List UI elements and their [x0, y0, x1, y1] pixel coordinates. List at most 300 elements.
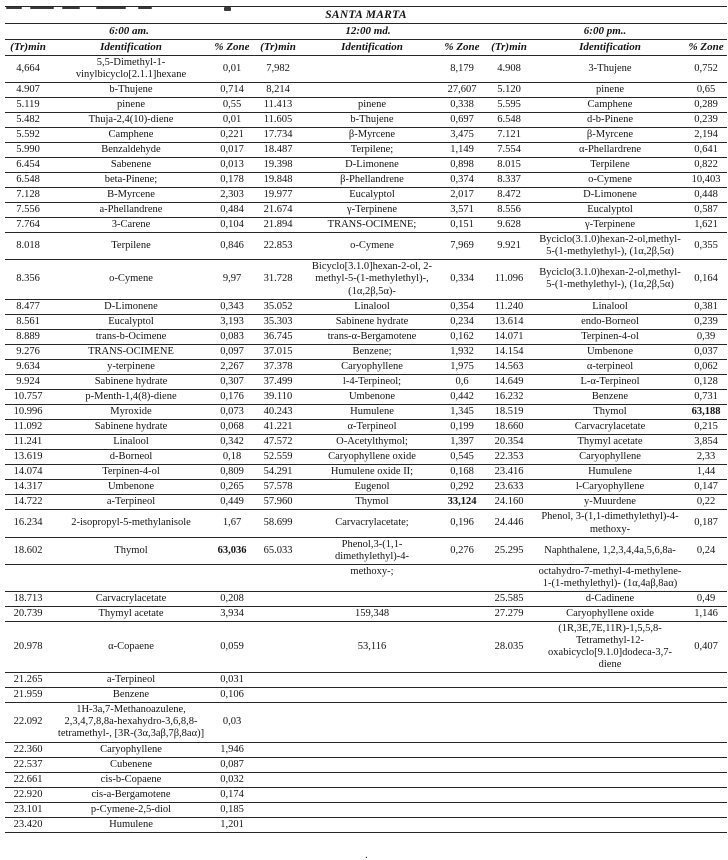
tr-min-cell: 10.757: [5, 389, 51, 404]
tr-min-cell: 22.092: [5, 703, 51, 742]
identification-cell: a-Terpineol: [51, 495, 211, 510]
tr-min-cell: 7.128: [5, 188, 51, 203]
tr-min-cell: [253, 757, 303, 772]
zone-cell: [685, 802, 727, 817]
tr-min-cell: 27.279: [483, 606, 535, 621]
tr-min-cell: 14.722: [5, 495, 51, 510]
tr-min-cell: 8.556: [483, 203, 535, 218]
identification-cell: [51, 564, 211, 591]
tr-min-cell: 57.578: [253, 480, 303, 495]
identification-cell: Thymol: [535, 405, 685, 420]
tr-min-cell: 19.848: [253, 173, 303, 188]
table-row: [5, 537, 727, 564]
tr-min-cell: 7.121: [483, 127, 535, 142]
tr-min-cell: 35.303: [253, 314, 303, 329]
identification-cell: L-α-Terpineol: [535, 374, 685, 389]
identification-cell: beta-Pinene;: [51, 173, 211, 188]
tr-min-cell: 25.295: [483, 537, 535, 564]
tr-min-cell: 22.853: [253, 233, 303, 260]
table-row: [5, 127, 727, 142]
tr-min-cell: 14.154: [483, 344, 535, 359]
zone-cell: 0,355: [685, 233, 727, 260]
zone-cell: 0,215: [685, 420, 727, 435]
zone-cell: [441, 621, 483, 672]
zone-cell: 1,44: [685, 465, 727, 480]
identification-cell: Humulene: [303, 405, 441, 420]
zone-cell: [685, 703, 727, 742]
zone-cell: 0,208: [211, 591, 253, 606]
tr-min-cell: 52.559: [253, 450, 303, 465]
table-row: [5, 188, 727, 203]
col-header-tr-min: (Tr)min: [5, 39, 51, 55]
identification-cell: Cubenene: [51, 757, 211, 772]
zone-cell: 1,975: [441, 359, 483, 374]
zone-cell: 0,338: [441, 97, 483, 112]
tr-min-cell: 18.660: [483, 420, 535, 435]
identification-cell: Eucalyptol: [303, 188, 441, 203]
zone-cell: [685, 564, 727, 591]
zone-cell: 0,381: [685, 299, 727, 314]
table-row: [5, 173, 727, 188]
tr-min-cell: 4,664: [5, 55, 51, 82]
tr-min-cell: 19.398: [253, 157, 303, 172]
zone-cell: 0,697: [441, 112, 483, 127]
identification-cell: Linalool: [535, 299, 685, 314]
identification-cell: Carvacrylacetate;: [303, 510, 441, 537]
zone-cell: 0,017: [211, 142, 253, 157]
identification-cell: l-Caryophyllene: [535, 480, 685, 495]
col-header-zone: % Zone: [211, 39, 253, 55]
zone-cell: 0,199: [441, 420, 483, 435]
zone-cell: 0,292: [441, 480, 483, 495]
tr-min-cell: 21.959: [5, 688, 51, 703]
tr-min-cell: 9.634: [5, 359, 51, 374]
identification-cell: Humulene: [51, 817, 211, 832]
zone-cell: 0,168: [441, 465, 483, 480]
tr-min-cell: 9.628: [483, 218, 535, 233]
col-header-identification: Identification: [51, 39, 211, 55]
text-fragment: [138, 7, 152, 9]
zone-cell: 0,587: [685, 203, 727, 218]
tr-min-cell: 7.556: [5, 203, 51, 218]
identification-cell: D-Limonene: [51, 299, 211, 314]
tr-min-cell: 65.033: [253, 537, 303, 564]
identification-cell: Sabinene hydrate: [303, 314, 441, 329]
tr-min-cell: 22.920: [5, 787, 51, 802]
identification-cell: cis-b-Copaene: [51, 772, 211, 787]
table-row: [5, 203, 727, 218]
identification-cell: [303, 591, 441, 606]
zone-cell: 0,013: [211, 157, 253, 172]
zone-cell: 0,176: [211, 389, 253, 404]
table-row: [5, 591, 727, 606]
zone-cell: 0,714: [211, 82, 253, 97]
zone-cell: 0,104: [211, 218, 253, 233]
table-row: [5, 218, 727, 233]
tr-min-cell: 17.734: [253, 127, 303, 142]
tr-min-cell: 9.924: [5, 374, 51, 389]
table-row: [5, 606, 727, 621]
identification-cell: a-Terpineol: [51, 673, 211, 688]
identification-cell: Eucalyptol: [535, 203, 685, 218]
identification-cell: [303, 772, 441, 787]
identification-cell: γ-Terpinene: [535, 218, 685, 233]
identification-cell: B-Myrcene: [51, 188, 211, 203]
zone-cell: 63,036: [211, 537, 253, 564]
tr-min-cell: 9.276: [5, 344, 51, 359]
identification-cell: y-Muurdene: [535, 495, 685, 510]
identification-cell: Umbenone: [535, 344, 685, 359]
text-fragment: [6, 7, 22, 9]
identification-cell: [535, 688, 685, 703]
identification-cell: Terpilene: [51, 233, 211, 260]
clipped-text-remnant: [0, 6, 728, 11]
zone-cell: 0,174: [211, 787, 253, 802]
identification-cell: Sabinene hydrate: [51, 420, 211, 435]
tr-min-cell: 24.446: [483, 510, 535, 537]
identification-cell: Camphene: [51, 127, 211, 142]
zone-cell: 1,67: [211, 510, 253, 537]
table-row: [5, 157, 727, 172]
zone-cell: 0,641: [685, 142, 727, 157]
table-row: [5, 374, 727, 389]
identification-cell: Bicyclo[3.1.0]hexan-2-ol, 2-methyl-5-(1-methylethyl)-, (1α,2β,5α)-: [303, 260, 441, 299]
zone-cell: [441, 606, 483, 621]
table-row: [5, 389, 727, 404]
table-row: [5, 510, 727, 537]
identification-cell: β-Phellandrene: [303, 173, 441, 188]
tr-min-cell: 41.221: [253, 420, 303, 435]
tr-min-cell: 8.018: [5, 233, 51, 260]
zone-cell: 1,345: [441, 405, 483, 420]
identification-cell: [303, 82, 441, 97]
zone-cell: 9,97: [211, 260, 253, 299]
tr-min-cell: 20.354: [483, 435, 535, 450]
zone-cell: 0,178: [211, 173, 253, 188]
tr-min-cell: 21.265: [5, 673, 51, 688]
identification-cell: trans-α-Bergamotene: [303, 329, 441, 344]
table-row: [5, 82, 727, 97]
identification-cell: Benzene: [535, 389, 685, 404]
zone-cell: 1,149: [441, 142, 483, 157]
identification-cell: [303, 688, 441, 703]
tr-min-cell: [253, 688, 303, 703]
identification-cell: β-Myrcene: [535, 127, 685, 142]
tr-min-cell: [483, 688, 535, 703]
zone-cell: 0,01: [211, 112, 253, 127]
zone-cell: 3,854: [685, 435, 727, 450]
identification-cell: p-Menth-1,4(8)-diene: [51, 389, 211, 404]
tr-min-cell: 5.595: [483, 97, 535, 112]
zone-cell: 1,621: [685, 218, 727, 233]
zone-cell: 2,303: [211, 188, 253, 203]
identification-cell: Byciclo(3.1.0)hexan-2-ol,methyl-5-(1-methylethyl-), (1α,2β,5α): [535, 260, 685, 299]
tr-min-cell: 11.605: [253, 112, 303, 127]
zone-cell: 0,354: [441, 299, 483, 314]
text-fragment: [62, 7, 80, 9]
tr-min-cell: 22.661: [5, 772, 51, 787]
time-header-12md: 12:00 md.: [253, 24, 483, 40]
identification-cell: endo-Borneol: [535, 314, 685, 329]
zone-cell: 0,087: [211, 757, 253, 772]
tr-min-cell: 14.563: [483, 359, 535, 374]
zone-cell: 0,307: [211, 374, 253, 389]
time-header-6am: 6:00 am.: [5, 24, 253, 40]
identification-cell: o-Cymene: [535, 173, 685, 188]
table-row: [5, 344, 727, 359]
identification-cell: Caryophyllene: [51, 742, 211, 757]
tr-min-cell: 47.572: [253, 435, 303, 450]
zone-cell: 2,017: [441, 188, 483, 203]
table-row: [5, 772, 727, 787]
zone-cell: 0,068: [211, 420, 253, 435]
stray-dot: .: [365, 849, 368, 860]
identification-cell: trans-b-Ocimene: [51, 329, 211, 344]
tr-min-cell: 14.074: [5, 465, 51, 480]
tr-min-cell: 58.699: [253, 510, 303, 537]
tr-min-cell: [253, 742, 303, 757]
tr-min-cell: 11.240: [483, 299, 535, 314]
tr-min-cell: [253, 606, 303, 621]
tr-min-cell: 37.015: [253, 344, 303, 359]
tr-min-cell: 16.232: [483, 389, 535, 404]
tr-min-cell: 14.071: [483, 329, 535, 344]
tr-min-cell: 11.241: [5, 435, 51, 450]
identification-cell: d-Borneol: [51, 450, 211, 465]
tr-min-cell: 8.015: [483, 157, 535, 172]
table-row: [5, 314, 727, 329]
identification-cell: [535, 772, 685, 787]
identification-cell: Umbenone: [303, 389, 441, 404]
tr-min-cell: 9.921: [483, 233, 535, 260]
zone-cell: 0,448: [685, 188, 727, 203]
zone-cell: [441, 787, 483, 802]
zone-cell: 0,343: [211, 299, 253, 314]
identification-cell: TRANS-OCIMENE;: [303, 218, 441, 233]
identification-cell: p-Cymene-2,5-diol: [51, 802, 211, 817]
identification-cell: Sabinene hydrate: [51, 374, 211, 389]
zone-cell: 0,03: [211, 703, 253, 742]
zone-cell: 0,809: [211, 465, 253, 480]
table-row: [5, 233, 727, 260]
tr-min-cell: [253, 621, 303, 672]
tr-min-cell: [483, 564, 535, 591]
table-row: [5, 742, 727, 757]
zone-cell: 27,607: [441, 82, 483, 97]
zone-cell: [441, 688, 483, 703]
identification-cell: 2-isopropyl-5-methylanisole: [51, 510, 211, 537]
identification-cell: Benzaldehyde: [51, 142, 211, 157]
identification-cell: Terpinen-4-ol: [51, 465, 211, 480]
zone-cell: [441, 817, 483, 832]
identification-cell: γ-Terpinene: [303, 203, 441, 218]
zone-cell: 0,032: [211, 772, 253, 787]
table-row: [5, 673, 727, 688]
zone-cell: 33,124: [441, 495, 483, 510]
tr-min-cell: 31.728: [253, 260, 303, 299]
table-row: [5, 495, 727, 510]
identification-cell: Caryophyllene: [303, 359, 441, 374]
zone-cell: 0,164: [685, 260, 727, 299]
tr-min-cell: [253, 772, 303, 787]
tr-min-cell: 36.745: [253, 329, 303, 344]
identification-cell: pinene: [535, 82, 685, 97]
zone-cell: 1,946: [211, 742, 253, 757]
zone-cell: [441, 742, 483, 757]
zone-cell: 0,037: [685, 344, 727, 359]
identification-cell: [303, 787, 441, 802]
zone-cell: 0,073: [211, 405, 253, 420]
tr-min-cell: [253, 817, 303, 832]
identification-cell: Phenol, 3-(1,1-dimethylethyl)-4-methoxy-: [535, 510, 685, 537]
tr-min-cell: [253, 787, 303, 802]
identification-cell: Eugenol: [303, 480, 441, 495]
zone-cell: 0,342: [211, 435, 253, 450]
zone-cell: [441, 703, 483, 742]
zone-cell: 8,179: [441, 55, 483, 82]
identification-cell: Humulene oxide II;: [303, 465, 441, 480]
zone-cell: 0,151: [441, 218, 483, 233]
tr-min-cell: 20.739: [5, 606, 51, 621]
zone-cell: [685, 757, 727, 772]
zone-cell: 0,031: [211, 673, 253, 688]
table-row: [5, 260, 727, 299]
col-header-tr-min: (Tr)min: [253, 39, 303, 55]
identification-cell: α-Phellardrene: [535, 142, 685, 157]
col-header-zone: % Zone: [685, 39, 727, 55]
tr-min-cell: 16.234: [5, 510, 51, 537]
zone-cell: 1,146: [685, 606, 727, 621]
identification-cell: a-Phellandrene: [51, 203, 211, 218]
identification-cell: α-Copaene: [51, 621, 211, 672]
zone-cell: 0,187: [685, 510, 727, 537]
tr-min-cell: 37.499: [253, 374, 303, 389]
tr-min-cell: 18.519: [483, 405, 535, 420]
text-fragment: [96, 7, 126, 9]
column-header-row: [5, 39, 727, 55]
tr-min-cell: 21.674: [253, 203, 303, 218]
identification-cell: Caryophyllene oxide: [303, 450, 441, 465]
identification-cell: pinene: [51, 97, 211, 112]
identification-cell: α-terpineol: [535, 359, 685, 374]
identification-cell: o-Cymene: [51, 260, 211, 299]
identification-cell: [535, 742, 685, 757]
table-row: [5, 480, 727, 495]
identification-cell: o-Cymene: [303, 233, 441, 260]
zone-cell: [441, 591, 483, 606]
zone-cell: 0,752: [685, 55, 727, 82]
tr-min-cell: 18.602: [5, 537, 51, 564]
tr-min-cell: 40.243: [253, 405, 303, 420]
zone-cell: 2,267: [211, 359, 253, 374]
tr-min-cell: [483, 772, 535, 787]
table-row: [5, 420, 727, 435]
zone-cell: 0,276: [441, 537, 483, 564]
tr-min-cell: 7.554: [483, 142, 535, 157]
tr-min-cell: 25.585: [483, 591, 535, 606]
zone-cell: [685, 772, 727, 787]
zone-cell: [685, 787, 727, 802]
table-row: [5, 688, 727, 703]
table-row: [5, 435, 727, 450]
col-header-tr-min: (Tr)min: [483, 39, 535, 55]
tr-min-cell: 23.101: [5, 802, 51, 817]
tr-min-cell: 57.960: [253, 495, 303, 510]
zone-cell: 0,128: [685, 374, 727, 389]
zone-cell: 0,239: [685, 314, 727, 329]
tr-min-cell: 5.482: [5, 112, 51, 127]
identification-cell: methoxy-;: [303, 564, 441, 591]
zone-cell: 0,162: [441, 329, 483, 344]
zone-cell: [685, 817, 727, 832]
zone-cell: 10,403: [685, 173, 727, 188]
zone-cell: 0,083: [211, 329, 253, 344]
zone-cell: [441, 772, 483, 787]
identification-cell: octahydro-7-methyl-4-methylene-1-(1-methylethyl)- (1α,4aβ,8aα): [535, 564, 685, 591]
table-row: [5, 112, 727, 127]
identification-cell: [535, 673, 685, 688]
identification-cell: Caryophyllene oxide: [535, 606, 685, 621]
zone-cell: [441, 757, 483, 772]
tr-min-cell: 11.092: [5, 420, 51, 435]
table-row: [5, 359, 727, 374]
identification-cell: [303, 55, 441, 82]
identification-cell: Humulene: [535, 465, 685, 480]
identification-cell: [535, 787, 685, 802]
identification-cell: Caryophyllene: [535, 450, 685, 465]
tr-min-cell: 23.416: [483, 465, 535, 480]
tr-min-cell: 5.592: [5, 127, 51, 142]
identification-cell: [303, 757, 441, 772]
tr-min-cell: 54.291: [253, 465, 303, 480]
identification-cell: Umbenone: [51, 480, 211, 495]
zone-cell: 0,265: [211, 480, 253, 495]
identification-cell: Thymol: [303, 495, 441, 510]
identification-cell: [303, 673, 441, 688]
zone-cell: [685, 673, 727, 688]
tr-min-cell: 14.649: [483, 374, 535, 389]
zone-cell: 0,39: [685, 329, 727, 344]
scanned-paper-page: [0, 6, 728, 860]
identification-cell: [303, 703, 441, 742]
zone-cell: 0,289: [685, 97, 727, 112]
tr-min-cell: 28.035: [483, 621, 535, 672]
zone-cell: 3,193: [211, 314, 253, 329]
zone-cell: 0,062: [685, 359, 727, 374]
tr-min-cell: 8.356: [5, 260, 51, 299]
tr-min-cell: 8.561: [5, 314, 51, 329]
tr-min-cell: 22.537: [5, 757, 51, 772]
tr-min-cell: 21.894: [253, 218, 303, 233]
identification-cell: D-Limonene: [535, 188, 685, 203]
tr-min-cell: [483, 817, 535, 832]
tr-min-cell: [253, 591, 303, 606]
zone-cell: 0,822: [685, 157, 727, 172]
identification-cell: [535, 757, 685, 772]
zone-cell: 0,449: [211, 495, 253, 510]
identification-cell: [303, 817, 441, 832]
tr-min-cell: 6.548: [5, 173, 51, 188]
zone-cell: 0,374: [441, 173, 483, 188]
identification-cell: b-Thujene: [303, 112, 441, 127]
zone-cell: 0,898: [441, 157, 483, 172]
identification-cell: b-Thujene: [51, 82, 211, 97]
tr-min-cell: 11.096: [483, 260, 535, 299]
identification-cell: 5,5-Dimethyl-1-vinylbicyclo[2.1.1]hexane: [51, 55, 211, 82]
identification-cell: [535, 703, 685, 742]
table-row: [5, 465, 727, 480]
zone-cell: 0,731: [685, 389, 727, 404]
